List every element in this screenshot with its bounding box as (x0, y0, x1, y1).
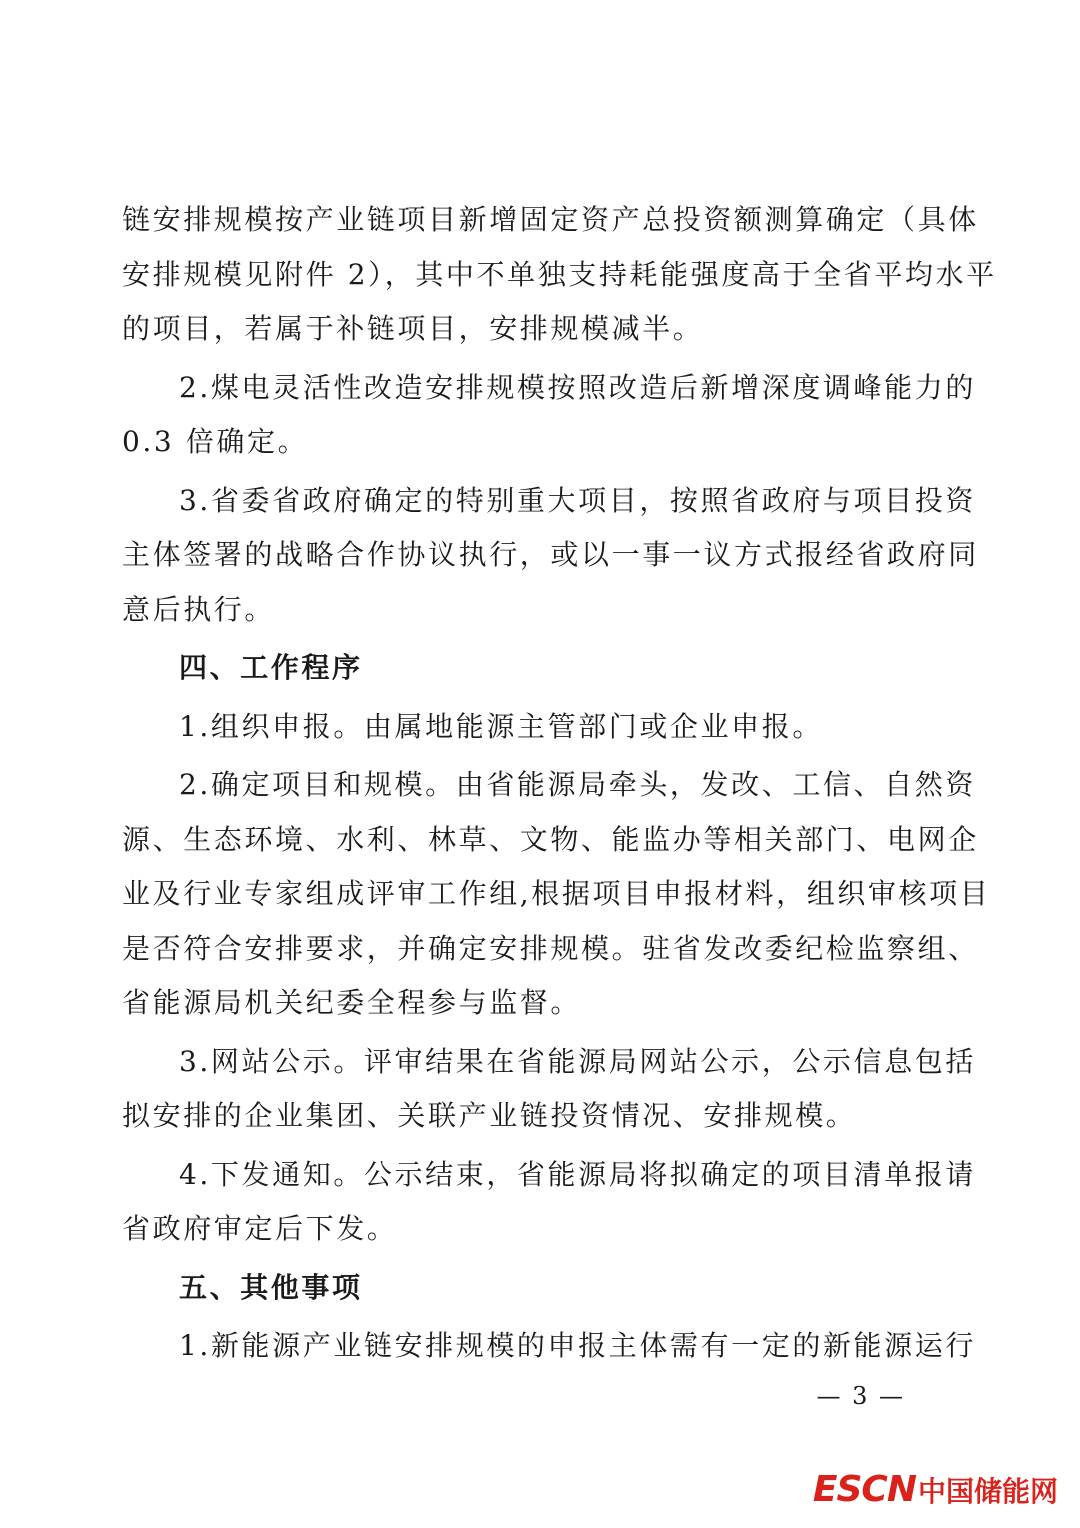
text-line: 链安排规模按产业链项目新增固定资产总投资额测算确定（具体 (122, 203, 979, 236)
text-line: 2.煤电灵活性改造安排规模按照改造后新增深度调峰能力的 (179, 370, 976, 404)
text-line: 1.组织申报。由属地能源主管部门或企业申报。 (179, 709, 823, 743)
watermark-brand-cn: 中国储能网 (917, 1474, 1058, 1508)
section-heading-other-matters: 五、其他事项 (179, 1270, 363, 1304)
text-line: 省能源局机关纪委全程参与监督。 (122, 986, 582, 1019)
text-line: 4.下发通知。公示结束，省能源局将拟确定的项目清单报请 (179, 1157, 976, 1191)
paragraph-continuation (122, 193, 997, 357)
section-heading-procedure: 四、工作程序 (179, 651, 363, 684)
text-line: 拟安排的企业集团、关联产业链投资情况、安排规模。 (122, 1099, 857, 1132)
page-number: — 3 — (816, 1382, 905, 1410)
text-line: 0.3 倍确定。 (122, 425, 309, 458)
paragraph-application (122, 700, 914, 755)
paragraph-notice (122, 1148, 976, 1257)
text-line: 1.新能源产业链安排规模的申报主体需有一定的新能源运行 (179, 1329, 976, 1362)
text-line: 安排规模见附件 2），其中不单独支持耗能强度高于全省平均水平 (122, 257, 997, 291)
paragraph-publicity (122, 1035, 976, 1144)
text-line: 源、生态环境、水利、林草、文物、能监办等相关部门、电网企 (122, 822, 979, 856)
text-line: 3.省委省政府确定的特别重大项目，按照省政府与项目投资 (179, 483, 976, 517)
text-line: 是否符合安排要求，并确定安排规模。驻省发改委纪检监察组、 (122, 931, 979, 965)
text-line: 省政府审定后下发。 (122, 1212, 398, 1245)
paragraph-major-projects (122, 474, 979, 638)
paragraph-review (122, 758, 991, 1031)
text-line: 主体签署的战略合作协议执行，或以一事一议方式报经省政府同 (122, 538, 979, 571)
text-line: 的项目，若属于补链项目，安排规模减半。 (122, 312, 704, 345)
text-line: 2.确定项目和规模。由省能源局牵头，发改、工信、自然资 (179, 768, 976, 801)
watermark-brand-en: ESCN (812, 1469, 916, 1510)
document-body (122, 193, 997, 1378)
paragraph-applicant-requirement (122, 1319, 976, 1374)
paragraph-coal-power-retrofit (122, 361, 976, 470)
text-line: 3.网站公示。评审结果在省能源局网站公示，公示信息包括 (179, 1044, 976, 1078)
text-line: 业及行业专家组成评审工作组,根据项目申报材料，组织审核项目 (122, 877, 991, 910)
escn-watermark-logo (813, 1469, 1058, 1510)
text-line: 意后执行。 (122, 592, 276, 626)
